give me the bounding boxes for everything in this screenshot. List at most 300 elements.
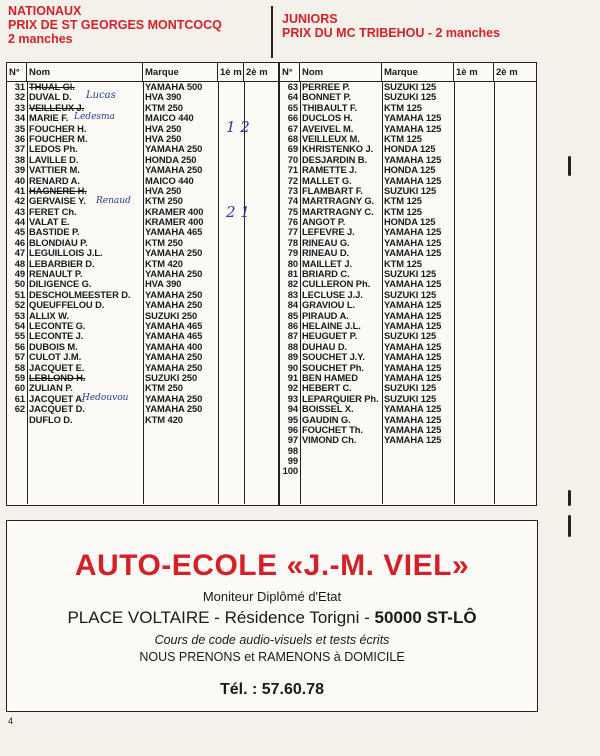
rider-number: 51 <box>14 289 25 300</box>
manche-2-cell <box>494 383 534 393</box>
advert-phone: Tél. : 57.60.78 <box>219 681 325 698</box>
manche-2-cell <box>244 415 275 425</box>
rider-bike: HVA 250 <box>145 123 182 134</box>
manche-2-cell <box>494 124 534 134</box>
manche-1-cell <box>454 331 494 341</box>
rider-bike: SUZUKI 125 <box>384 269 437 280</box>
rider-number: 49 <box>14 269 25 280</box>
rider-name: DUHAU D. <box>302 341 348 352</box>
rider-number: 73 <box>287 185 298 196</box>
rider-name <box>300 466 382 476</box>
rider-number: 58 <box>14 362 25 373</box>
table-row <box>280 196 536 206</box>
manche-1-cell <box>454 394 494 404</box>
manche-2-cell <box>494 321 534 331</box>
manche-1-cell <box>454 113 494 123</box>
table-row <box>280 373 536 383</box>
rider-number: 74 <box>287 196 298 207</box>
manche-2-cell <box>244 92 275 102</box>
rider-name: RINEAU D. <box>302 248 350 259</box>
rider-name: THIBAULT F. <box>302 102 357 113</box>
table-header <box>280 63 536 82</box>
rider-number: 75 <box>287 206 298 217</box>
rider-number: 55 <box>14 331 25 342</box>
rider-number: 85 <box>287 310 298 321</box>
rider-name: BEN HAMED <box>302 372 358 383</box>
manche-1-cell <box>454 446 494 456</box>
table-row <box>280 207 536 217</box>
manche-1-cell <box>454 227 494 237</box>
col-header-num: N° <box>7 63 27 81</box>
manche-2-cell <box>494 331 534 341</box>
page-number: 4 <box>8 716 14 726</box>
rider-name: CULOT J.M. <box>29 352 82 363</box>
rider-name: DUFLO D. <box>29 414 73 425</box>
manche-2-cell <box>494 217 534 227</box>
handwritten-note: Lucas <box>86 90 116 101</box>
rider-number: 78 <box>287 237 298 248</box>
manche-1-cell <box>218 259 244 269</box>
table-row <box>280 383 536 393</box>
manche-2-cell <box>244 165 275 175</box>
rider-bike: MAICO 440 <box>145 113 194 124</box>
manche-1-cell <box>454 144 494 154</box>
rider-bike: SUZUKI 125 <box>384 185 437 196</box>
col-header-m2: 2è m <box>496 66 518 78</box>
rider-name: BASTIDE P. <box>29 227 80 238</box>
binding-mark <box>568 156 571 176</box>
rider-bike: SUZUKI 125 <box>384 393 437 404</box>
rider-number: 90 <box>287 362 298 373</box>
table-row <box>280 82 536 92</box>
rider-name: DUVAL D. <box>29 92 72 103</box>
table-row <box>280 342 536 352</box>
heading-divider <box>271 6 273 58</box>
manche-1-cell <box>454 311 494 321</box>
manche-2-cell <box>244 342 275 352</box>
table-row <box>280 113 536 123</box>
manche-2-cell <box>244 176 275 186</box>
rider-number: 40 <box>14 175 25 186</box>
manche-2-cell <box>494 176 534 186</box>
manche-1-cell <box>218 103 244 113</box>
manche-1-cell <box>218 300 244 310</box>
table-row <box>280 363 536 373</box>
table-row <box>280 134 536 144</box>
manche-1-cell <box>454 404 494 414</box>
rider-name: CULLERON Ph. <box>302 279 371 290</box>
rider-name: RENAULT P. <box>29 269 83 280</box>
col-header-m1: 1è m <box>218 63 244 81</box>
table-row <box>280 394 536 404</box>
manche-2-cell <box>244 383 275 393</box>
rider-number: 68 <box>287 133 298 144</box>
rider-number: 48 <box>14 258 25 269</box>
rider-name: SOUCHET J.Y. <box>302 352 365 363</box>
rider-bike: YAMAHA 400 <box>145 341 203 352</box>
rider-number: 62 <box>14 404 25 415</box>
handwritten-note: Hedouvou <box>82 393 129 403</box>
manche-2-cell <box>244 248 275 258</box>
rider-bike: YAMAHA 125 <box>384 352 442 363</box>
rider-number: 34 <box>14 113 25 124</box>
manche-1-cell <box>218 311 244 321</box>
manche-2-cell <box>494 196 534 206</box>
rider-bike: KTM 250 <box>145 102 183 113</box>
rider-bike: YAMAHA 125 <box>384 320 442 331</box>
manche-2-cell <box>244 82 275 92</box>
table-row <box>280 321 536 331</box>
table-body <box>7 82 278 504</box>
manche-2-cell <box>494 311 534 321</box>
advert-courses: Cours de code audio-visuels et tests écrits <box>154 633 390 647</box>
manche-1-cell <box>218 383 244 393</box>
rider-name: JACQUET D. <box>29 404 85 415</box>
manche-2-cell <box>244 186 275 196</box>
manche-2-cell <box>244 259 275 269</box>
rider-bike: YAMAHA 500 <box>145 82 203 92</box>
manche-1-cell <box>218 373 244 383</box>
rider-name <box>300 446 382 456</box>
rider-bike: SUZUKI 125 <box>384 289 437 300</box>
rider-bike: YAMAHA 125 <box>384 435 442 446</box>
rider-bike <box>382 456 454 466</box>
driving-school-advert <box>6 520 538 712</box>
rider-bike: KRAMER 400 <box>145 217 204 228</box>
rider-bike: YAMAHA 250 <box>145 352 203 363</box>
rider-bike: YAMAHA 125 <box>384 227 442 238</box>
advert-address <box>7 608 537 628</box>
rider-bike: SUZUKI 250 <box>145 310 198 321</box>
manche-2-cell <box>244 373 275 383</box>
rider-bike: YAMAHA 125 <box>384 175 442 186</box>
manche-1-cell <box>218 155 244 165</box>
rider-number: 52 <box>14 300 25 311</box>
manche-1-cell <box>454 155 494 165</box>
rider-number: 44 <box>14 217 25 228</box>
manche-1-cell <box>454 342 494 352</box>
manche-2-cell <box>494 290 534 300</box>
col-header-nom: Nom <box>300 63 382 81</box>
rider-number: 63 <box>287 82 298 92</box>
rider-name: LECONTE J. <box>29 331 84 342</box>
rider-bike: HVA 250 <box>145 185 182 196</box>
rider-bike: YAMAHA 250 <box>145 144 203 155</box>
manche-2-cell <box>244 311 275 321</box>
manche-1-cell <box>218 363 244 373</box>
heading-line: 2 manches <box>8 32 73 46</box>
rider-number: 91 <box>287 372 298 383</box>
rider-number: 82 <box>287 279 298 290</box>
manche-1-cell <box>454 290 494 300</box>
rider-bike: KTM 125 <box>384 102 422 113</box>
rider-bike: KTM 250 <box>145 237 183 248</box>
table-row <box>280 435 536 445</box>
rider-bike: KTM 420 <box>145 258 183 269</box>
col-header-m2: 2è m <box>246 66 268 78</box>
table-row <box>280 238 536 248</box>
handwritten-score: 2 1 <box>226 203 250 221</box>
rider-bike: YAMAHA 125 <box>384 372 442 383</box>
handwritten-score: 1 2 <box>226 118 250 136</box>
rider-name: PERREE P. <box>302 82 350 92</box>
rider-name: DESCHOLMEESTER D. <box>29 289 131 300</box>
manche-2-cell <box>494 207 534 217</box>
rider-bike: YAMAHA 250 <box>145 289 203 300</box>
rider-bike: YAMAHA 250 <box>145 300 203 311</box>
manche-2-cell <box>494 425 534 435</box>
table-row <box>280 248 536 258</box>
rider-number: 47 <box>14 248 25 259</box>
manche-2-cell <box>494 446 534 456</box>
manche-2-cell <box>244 155 275 165</box>
manche-2-cell <box>244 144 275 154</box>
table-row <box>280 352 536 362</box>
rider-name: JACQUET E. <box>29 362 85 373</box>
manche-2-cell <box>494 363 534 373</box>
rider-name: LECONTE G. <box>29 320 86 331</box>
rider-number: 61 <box>14 393 25 404</box>
manche-1-cell <box>454 82 494 92</box>
manche-1-cell <box>454 456 494 466</box>
rider-bike: YAMAHA 250 <box>145 362 203 373</box>
rider-name: HEUGUET P. <box>302 331 358 342</box>
manche-2-cell <box>244 352 275 362</box>
rider-name: MARTRAGNY C. <box>302 206 374 217</box>
rider-name: KHRISTENKO J. <box>302 144 374 155</box>
rider-bike: MAICO 440 <box>145 175 194 186</box>
rider-bike: YAMAHA 250 <box>145 165 203 176</box>
manche-1-cell <box>218 342 244 352</box>
table-row <box>280 186 536 196</box>
rider-number: 77 <box>287 227 298 238</box>
advert-pickup: NOUS PRENONS et RAMENONS à DOMICILE <box>139 650 405 664</box>
rider-name: FLAMBART F. <box>302 185 363 196</box>
rider-bike: KTM 420 <box>145 414 183 425</box>
heading-juniors <box>282 12 582 40</box>
table-row <box>280 124 536 134</box>
rider-name: QUEUFFELOU D. <box>29 300 105 311</box>
rider-name: LEPARQUIER Ph. <box>302 393 379 404</box>
rider-number: 72 <box>287 175 298 186</box>
table-row <box>280 92 536 102</box>
rider-number: 41 <box>14 185 25 196</box>
table-row <box>280 425 536 435</box>
rider-bike: SUZUKI 125 <box>384 383 437 394</box>
manche-1-cell <box>454 238 494 248</box>
manche-1-cell <box>218 415 244 425</box>
rider-bike: YAMAHA 250 <box>145 269 203 280</box>
rider-bike: YAMAHA 250 <box>145 404 203 415</box>
rider-number: 53 <box>14 310 25 321</box>
rider-bike <box>382 466 454 476</box>
rider-name: RINEAU G. <box>302 237 350 248</box>
rider-bike: HONDA 125 <box>384 144 436 155</box>
rider-bike: HONDA 125 <box>384 217 436 228</box>
rider-bike: KTM 250 <box>145 383 183 394</box>
juniors-table <box>279 62 537 506</box>
table-row <box>280 415 536 425</box>
table-row <box>280 279 536 289</box>
rider-name: BOISSEL X. <box>302 404 354 415</box>
manche-2-cell <box>244 300 275 310</box>
rider-name: SOUCHET Ph. <box>302 362 364 373</box>
manche-2-cell <box>494 103 534 113</box>
manche-2-cell <box>494 394 534 404</box>
rider-number: 100 <box>282 466 298 477</box>
rider-bike: HVA 250 <box>145 133 182 144</box>
table-header <box>7 63 278 82</box>
rider-name: FERET Ch. <box>29 206 77 217</box>
manche-2-cell <box>494 415 534 425</box>
rider-number: 37 <box>14 144 25 155</box>
rider-bike: YAMAHA 125 <box>384 154 442 165</box>
rider-name: FOUCHET Th. <box>302 424 363 435</box>
manche-1-cell <box>218 186 244 196</box>
manche-1-cell <box>454 165 494 175</box>
table-row <box>280 331 536 341</box>
manche-2-cell <box>494 134 534 144</box>
rider-bike: KTM 125 <box>384 133 422 144</box>
rider-number: 32 <box>14 92 25 103</box>
manche-2-cell <box>244 321 275 331</box>
manche-1-cell <box>454 103 494 113</box>
rider-number: 95 <box>287 414 298 425</box>
heading-line: PRIX DU MC TRIBEHOU - 2 manches <box>282 26 501 40</box>
handwritten-note: Renaud <box>96 196 131 206</box>
rider-bike: YAMAHA 465 <box>145 227 203 238</box>
rider-number: 66 <box>287 113 298 124</box>
rider-bike: HONDA 250 <box>145 154 197 165</box>
manche-1-cell <box>218 290 244 300</box>
heading-line: PRIX DE ST GEORGES MONTCOCQ <box>8 18 222 32</box>
rider-bike: YAMAHA 125 <box>384 248 442 259</box>
manche-2-cell <box>244 394 275 404</box>
rider-number: 38 <box>14 154 25 165</box>
manche-1-cell <box>454 425 494 435</box>
rider-number: 88 <box>287 341 298 352</box>
rider-number: 93 <box>287 393 298 404</box>
rider-name: FOUCHER H. <box>29 123 87 134</box>
table-row <box>280 456 536 466</box>
rider-bike: YAMAHA 125 <box>384 300 442 311</box>
rider-bike: SUZUKI 250 <box>145 372 198 383</box>
rider-name: DESJARDIN B. <box>302 154 367 165</box>
rider-name: BLONDIAU P. <box>29 237 88 248</box>
rider-number: 87 <box>287 331 298 342</box>
manche-1-cell <box>454 279 494 289</box>
rider-bike: SUZUKI 125 <box>384 92 437 103</box>
manche-1-cell <box>218 331 244 341</box>
rider-name: DUBOIS M. <box>29 341 78 352</box>
rider-bike: YAMAHA 125 <box>384 362 442 373</box>
manche-1-cell <box>218 404 244 414</box>
rider-name: RENARD A. <box>29 175 80 186</box>
rider-bike: HONDA 125 <box>384 165 436 176</box>
manche-1-cell <box>454 466 494 476</box>
table-row <box>280 446 536 456</box>
manche-2-cell <box>494 144 534 154</box>
manche-2-cell <box>494 456 534 466</box>
rider-name: GAUDIN G. <box>302 414 351 425</box>
manche-1-cell <box>218 144 244 154</box>
rider-bike: HVA 390 <box>145 279 182 290</box>
manche-1-cell <box>454 259 494 269</box>
rider-number: 42 <box>14 196 25 207</box>
col-header-num: N° <box>280 63 300 81</box>
rider-name: DILIGENCE G. <box>29 279 92 290</box>
manche-2-cell <box>494 165 534 175</box>
manche-2-cell <box>494 155 534 165</box>
rider-bike: YAMAHA 465 <box>145 331 203 342</box>
manche-1-cell <box>218 238 244 248</box>
manche-1-cell <box>454 415 494 425</box>
rider-bike: YAMAHA 125 <box>384 414 442 425</box>
rider-number: 56 <box>14 341 25 352</box>
manche-1-cell <box>218 352 244 362</box>
rider-number: 54 <box>14 320 25 331</box>
rider-name: LEDOS Ph. <box>29 144 78 155</box>
rider-name: ZULIAN P. <box>29 383 73 394</box>
rider-name: VALAT E. <box>29 217 70 228</box>
manche-1-cell <box>454 134 494 144</box>
manche-1-cell <box>454 363 494 373</box>
heading-line: NATIONAUX <box>8 4 82 18</box>
rider-number: 67 <box>287 123 298 134</box>
manche-2-cell <box>244 404 275 414</box>
rider-bike: YAMAHA 125 <box>384 341 442 352</box>
table-row <box>280 103 536 113</box>
rider-name: ANGOT P. <box>302 217 346 228</box>
rider-name: MAILLET J. <box>302 258 353 269</box>
rider-number <box>7 415 27 425</box>
rider-bike: KRAMER 400 <box>145 206 204 217</box>
table-row <box>280 300 536 310</box>
table-row <box>280 165 536 175</box>
manche-1-cell <box>218 227 244 237</box>
rider-number: 81 <box>287 269 298 280</box>
manche-1-cell <box>218 269 244 279</box>
rider-name: LEGUILLOIS J.L. <box>29 248 103 259</box>
manche-1-cell <box>454 269 494 279</box>
manche-1-cell <box>218 82 244 92</box>
manche-2-cell <box>494 186 534 196</box>
rider-number: 89 <box>287 352 298 363</box>
table-row <box>280 144 536 154</box>
rider-number: 59 <box>14 372 25 383</box>
rider-bike: YAMAHA 125 <box>384 123 442 134</box>
manche-1-cell <box>454 373 494 383</box>
rider-name: GERVAISE Y. <box>29 196 86 207</box>
rider-number: 92 <box>287 383 298 394</box>
rider-name: HEBERT C. <box>302 383 352 394</box>
rider-number: 86 <box>287 320 298 331</box>
rider-name: GRAVIOU L. <box>302 300 355 311</box>
rider-bike: KTM 125 <box>384 258 422 269</box>
rider-bike: YAMAHA 250 <box>145 248 203 259</box>
advert-title: AUTO-ECOLE «J.-M. VIEL» <box>74 549 470 582</box>
manche-1-cell <box>454 321 494 331</box>
manche-2-cell <box>244 103 275 113</box>
rider-bike: YAMAHA 125 <box>384 113 442 124</box>
table-row <box>280 290 536 300</box>
table-row <box>280 269 536 279</box>
manche-2-cell <box>494 352 534 362</box>
table-row <box>280 176 536 186</box>
rider-number: 76 <box>287 217 298 228</box>
heading-line: JUNIORS <box>282 12 338 26</box>
rider-name: RAMETTE J. <box>302 165 357 176</box>
